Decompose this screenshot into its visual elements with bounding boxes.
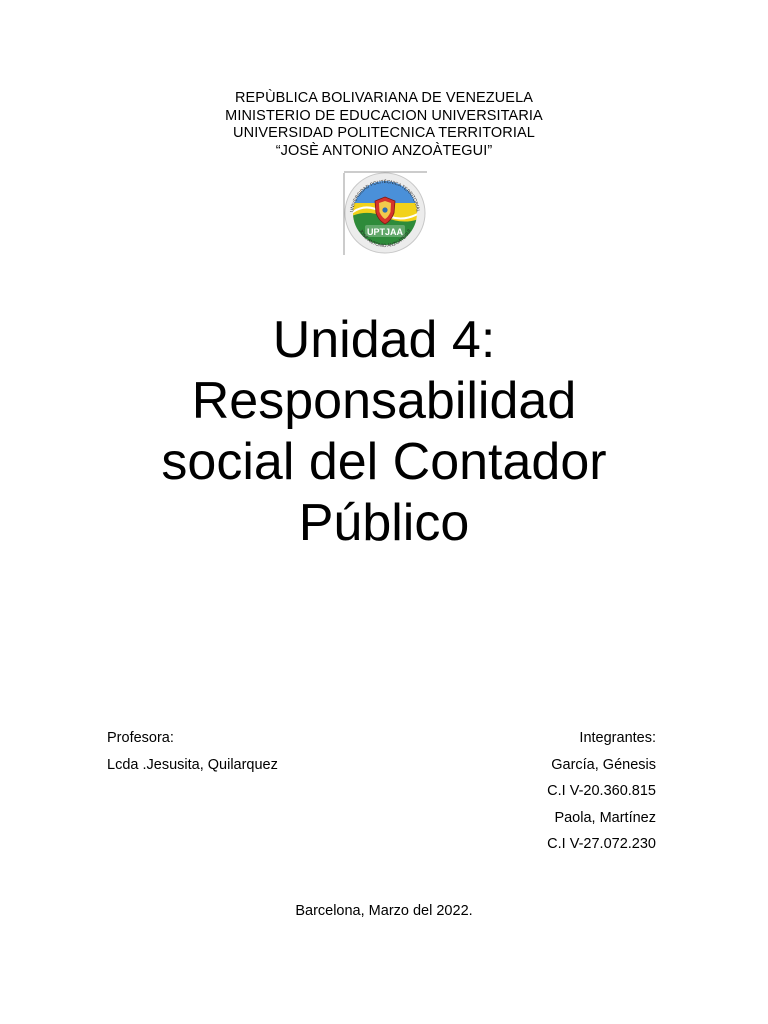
logo-ring-top-text: UNIVERSIDAD POLITÉCNICA TERRITORIAL (349, 178, 421, 213)
place-date: Barcelona, Marzo del 2022. (295, 903, 473, 919)
professor-block (107, 725, 278, 778)
title-line-4: Público (298, 494, 470, 552)
logo-acronym: UPTJAA (366, 227, 404, 237)
header-line-university: UNIVERSIDAD POLITECNICA TERRITORIAL (233, 125, 535, 141)
member-name-1: García, Génesis (551, 756, 656, 773)
members-label: Integrantes: (579, 730, 656, 746)
university-logo (343, 171, 427, 255)
logo-ring-bottom-text: JOSÉ ANTONIO ANZOÁTEGUI (358, 228, 412, 249)
title-line-3: social del Contador (161, 433, 607, 491)
header-line-republic: REPÙBLICA BOLIVARIANA DE VENEZUELA (234, 90, 534, 106)
institution-header (0, 90, 768, 160)
header-line-ministry: MINISTERIO DE EDUCACION UNIVERSITARIA (225, 107, 543, 124)
title-line-1: Unidad 4: (272, 311, 496, 369)
member-id-2: C.I V-27.072.230 (547, 836, 656, 852)
professor-label: Profesora: (107, 730, 174, 746)
member-name-2: Paola, Martínez (554, 809, 656, 826)
document-title (0, 310, 768, 554)
members-block (547, 725, 656, 858)
header-line-namesake: “JOSÈ ANTONIO ANZOÀTEGUI” (275, 142, 493, 159)
member-id-1: C.I V-20.360.815 (547, 783, 656, 799)
professor-name: Lcda .Jesusita, Quilarquez (107, 756, 278, 773)
title-line-2: Responsabilidad (191, 372, 577, 430)
